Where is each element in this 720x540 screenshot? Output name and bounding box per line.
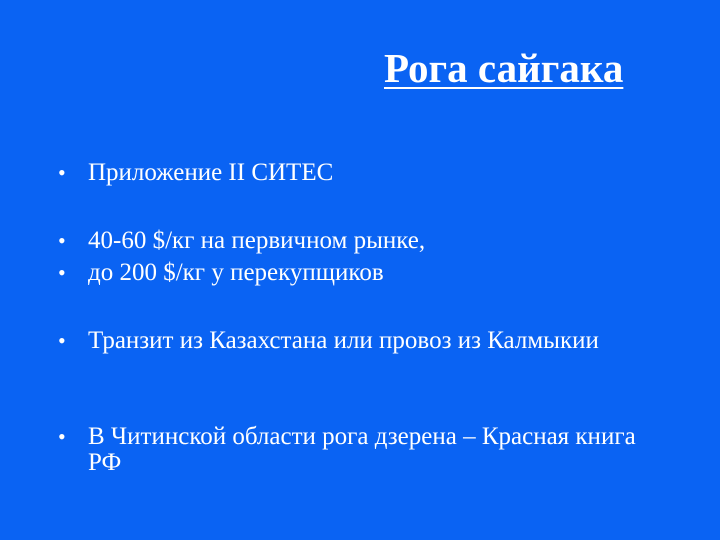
bullet-dot: • bbox=[58, 228, 66, 253]
bullet-dot: • bbox=[58, 424, 66, 449]
bullet-text: до 200 $/кг у перекупщиков bbox=[88, 259, 384, 286]
bullet-item-transit bbox=[58, 328, 668, 354]
bullet-item-reseller-price bbox=[58, 260, 668, 286]
bullet-text: Приложение II СИТЕС bbox=[88, 159, 334, 186]
bullet-item-cites bbox=[58, 160, 668, 186]
bullet-item-primary-price bbox=[58, 228, 668, 254]
slide-title: Рога сайгака bbox=[384, 45, 624, 91]
bullet-dot: • bbox=[58, 260, 66, 285]
bullet-dot: • bbox=[58, 328, 66, 353]
bullet-text: В Читинской области рога дзерена – Красная книга РФ bbox=[88, 423, 636, 476]
bullet-text: Транзит из Казахстана или провоз из Калмыкии bbox=[88, 327, 599, 354]
bullet-item-chita bbox=[58, 424, 668, 476]
bullet-text: 40-60 $/кг на первичном рынке, bbox=[88, 227, 426, 254]
bullet-dot: • bbox=[58, 160, 66, 185]
